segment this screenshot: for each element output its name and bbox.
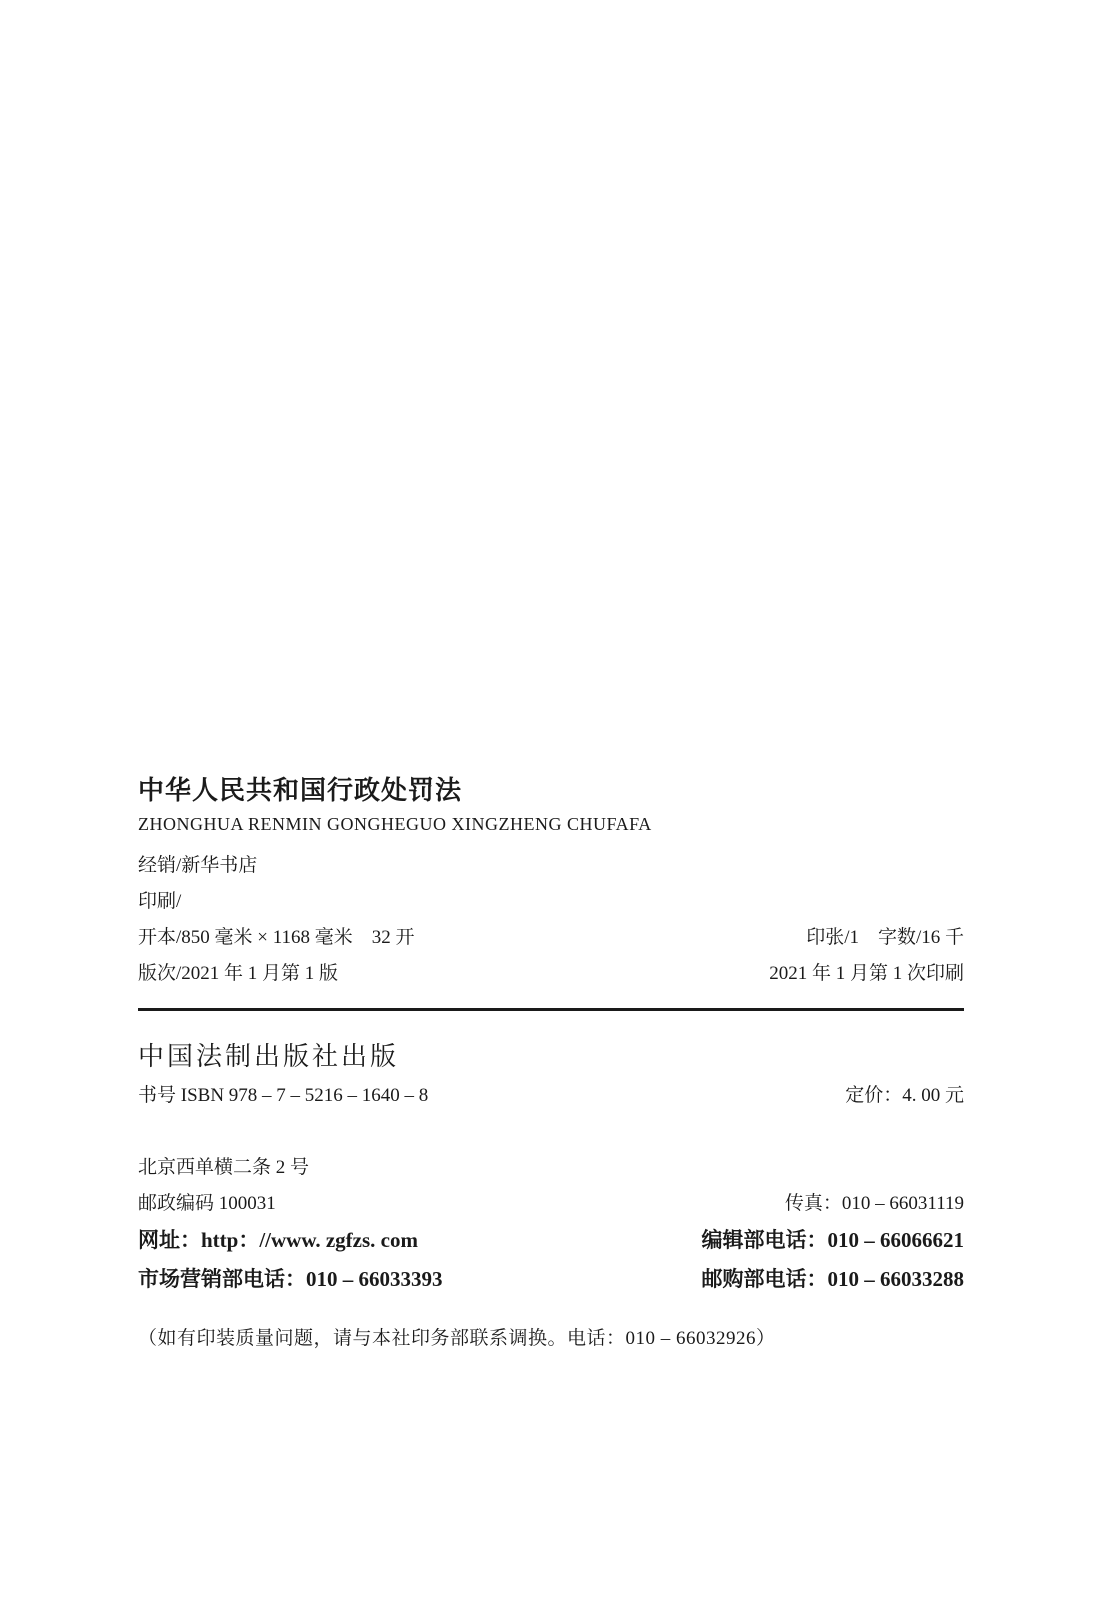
publisher-name: 中国法制出版社出版 [138, 1042, 400, 1072]
isbn: 书号 ISBN 978 – 7 – 5216 – 1640 – 8 [138, 1085, 429, 1106]
quality-note: （如有印装质量问题，请与本社印务部联系调换。电话：010 – 66032926） [138, 1328, 776, 1349]
sheets-words: 印张/1 字数/16 千 [806, 927, 964, 948]
printing: 2021 年 1 月第 1 次印刷 [769, 963, 964, 984]
marketing-phone: 市场营销部电话：010 – 66033393 [138, 1267, 443, 1291]
editorial-phone: 编辑部电话：010 – 66066621 [701, 1228, 964, 1252]
mailorder-phone: 邮购部电话：010 – 66033288 [701, 1267, 964, 1291]
book-title: 中华人民共和国行政处罚法 [138, 776, 463, 806]
address: 北京西单横二条 2 号 [138, 1157, 310, 1178]
distributor: 经销/新华书店 [138, 855, 258, 876]
printer: 印刷/ [138, 891, 182, 912]
fax: 传真：010 – 66031119 [784, 1193, 964, 1214]
price: 定价：4. 00 元 [845, 1085, 964, 1106]
website: 网址：http：//www. zgfzs. com [138, 1228, 418, 1252]
edition: 版次/2021 年 1 月第 1 版 [138, 963, 339, 984]
divider-rule [138, 1008, 964, 1011]
book-title-pinyin: ZHONGHUA RENMIN GONGHEGUO XINGZHENG CHUFAFA [138, 814, 652, 834]
postcode: 邮政编码 100031 [138, 1193, 276, 1214]
format: 开本/850 毫米 × 1168 毫米 32 开 [138, 927, 415, 948]
